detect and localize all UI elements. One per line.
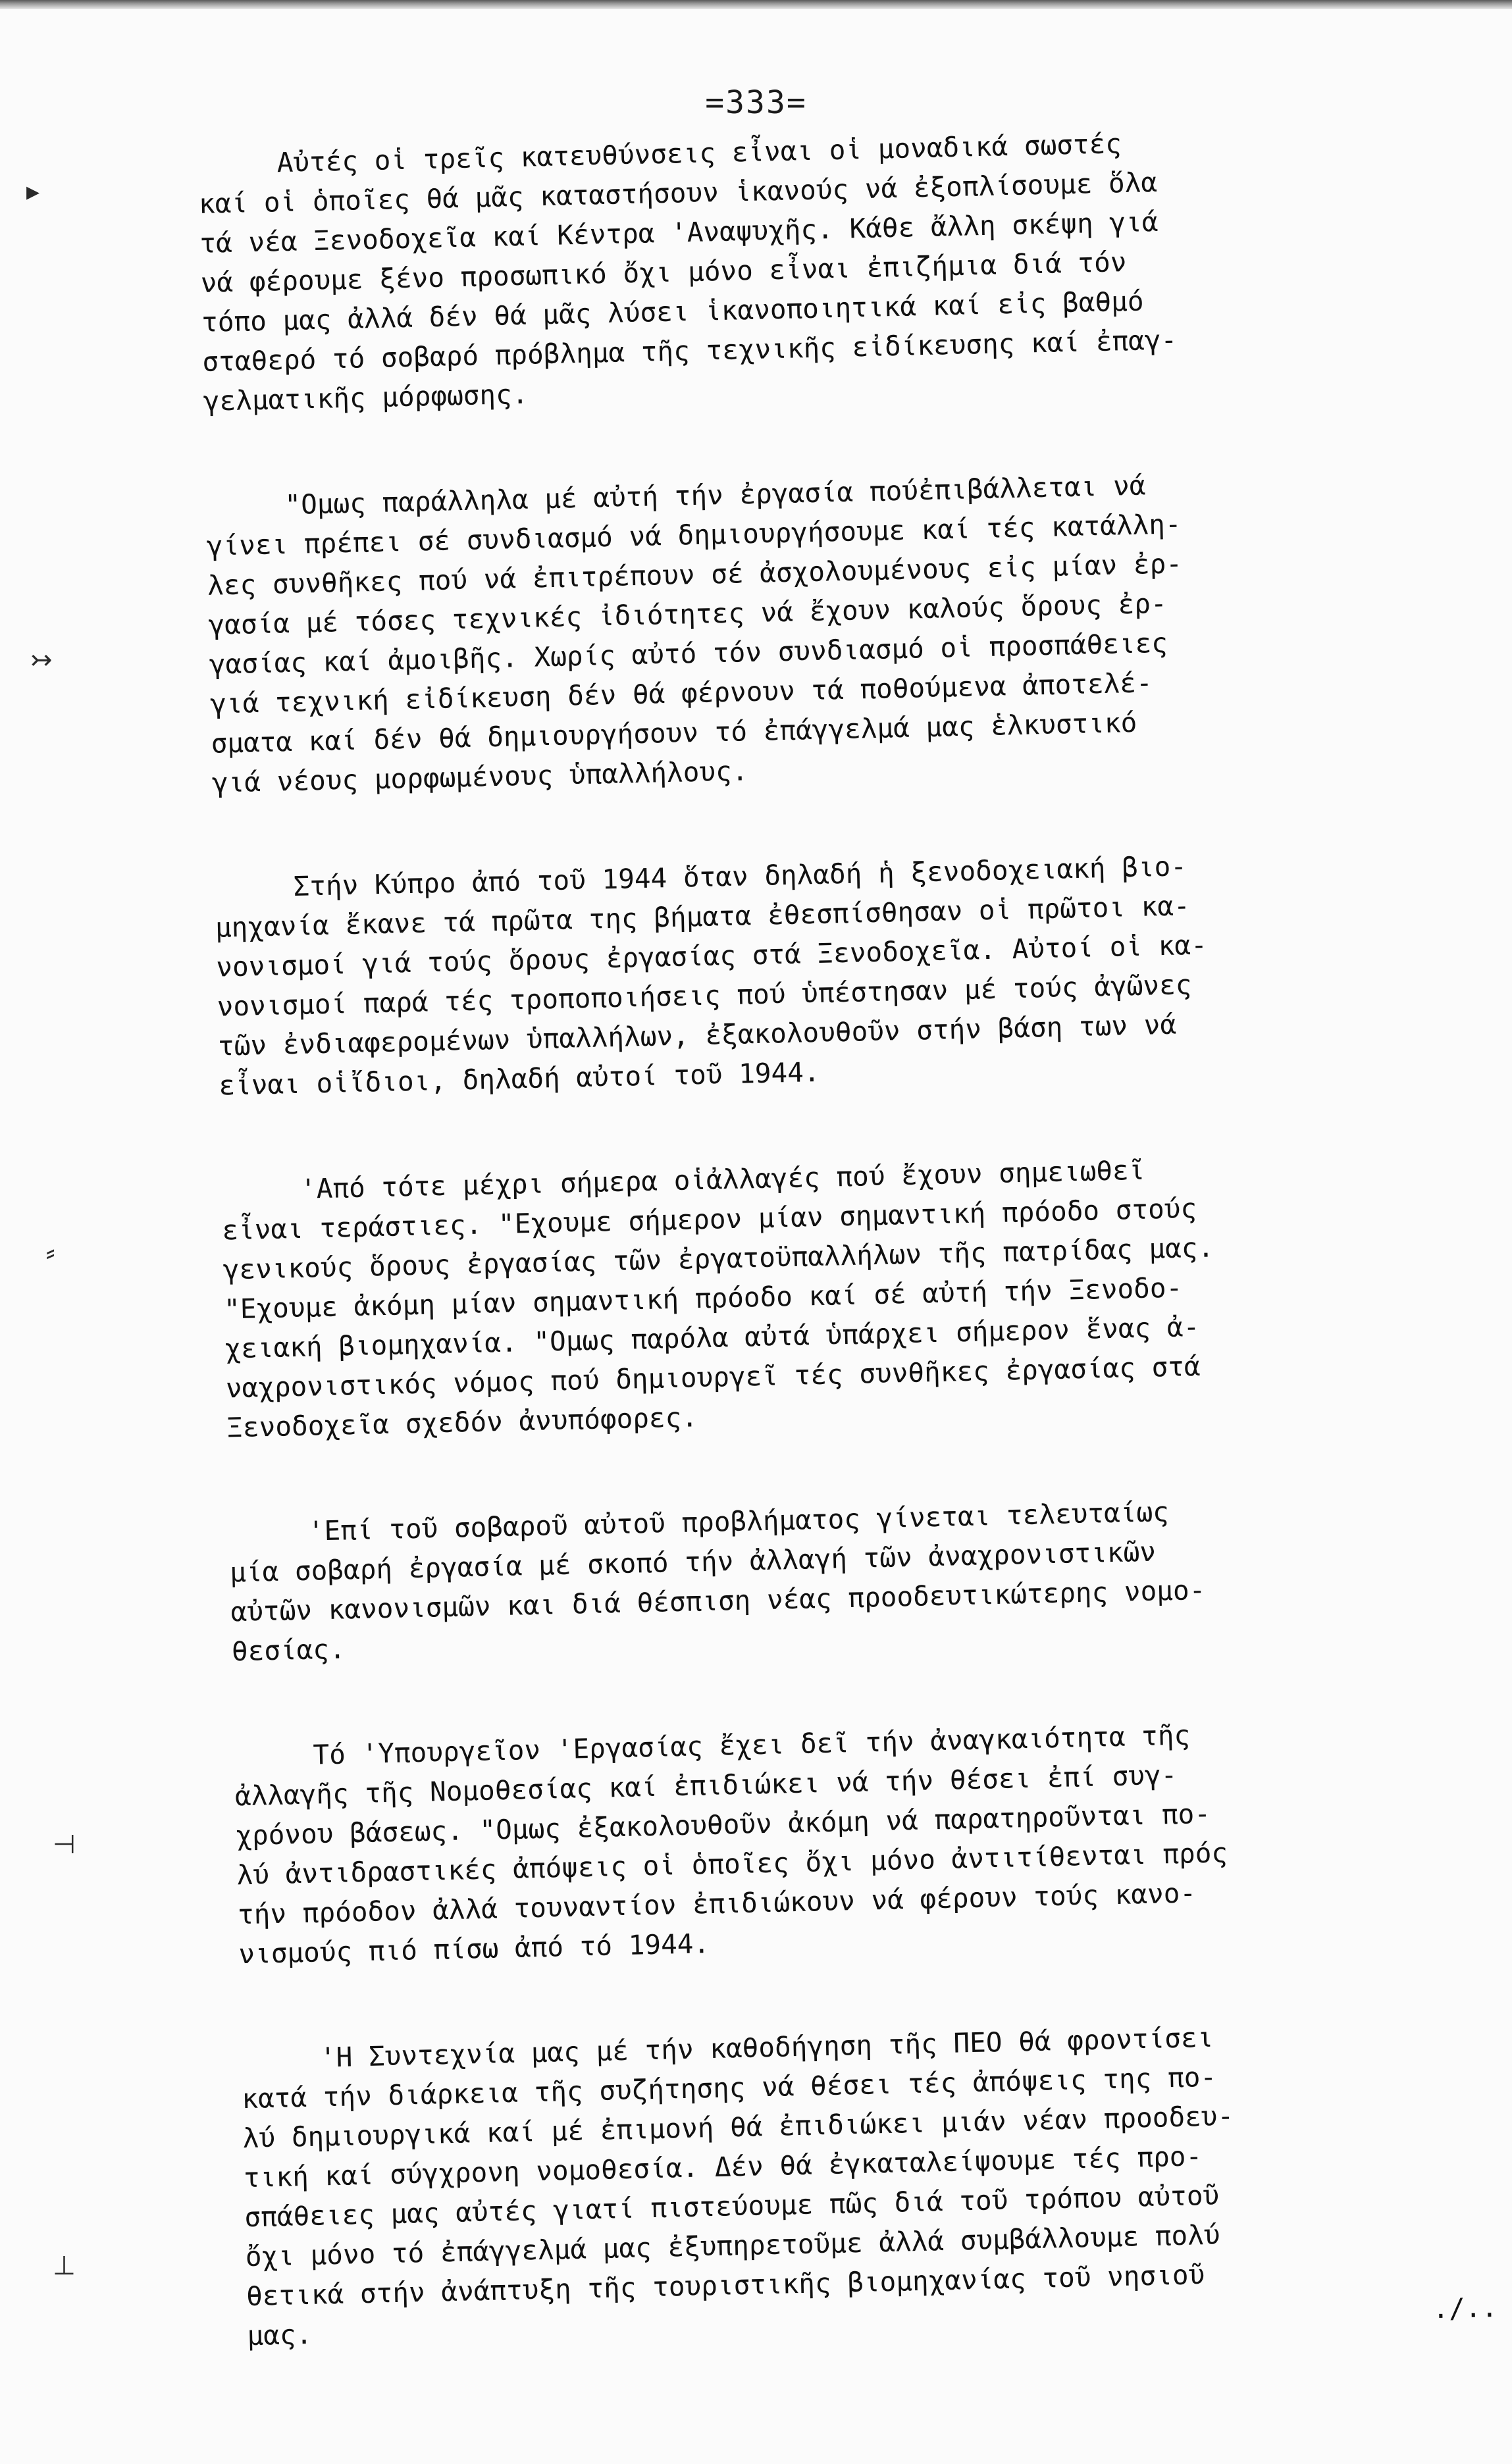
paragraph xyxy=(228,1485,1482,1671)
text-line: νονισμοί παρά τές τροποποιήσεις πού ὑπέστησαν μέ τούς ἀγῶνες xyxy=(217,969,1192,1023)
text-line: ὄχι μόνο τό ἐπάγγελμά μας ἐξυπηρετοῦμε ἀλλά συμβάλλουμε πολύ xyxy=(245,2219,1221,2273)
text-line: λύ δημιουργικά καί μέ ἐπιμονή θά ἐπιδιώκει μιάν νέαν προοδευ- xyxy=(242,2100,1234,2155)
text-line: χειακή βιομηχανία. "Ομως παρόλα αὐτά ὑπάρχει σήμερον ἕνας ἀ- xyxy=(224,1310,1200,1365)
text-line: τόπο μας ἀλλά δέν θά μᾶς λύσει ἱκανοποιητικά καί εἰς βαθμό xyxy=(201,285,1144,338)
text-line: χρόνου βάσεως. "Ομως ἐξακολουθοῦν ἀκόμη νά παρατηροῦνται πο- xyxy=(235,1797,1211,1852)
text-line: μηχανία ἔκανε τά πρῶτα της βήματα ἐθεσπίσθησαν οἱ πρῶτοι κα- xyxy=(215,890,1191,944)
text-line: τική καί σύγχρονη νομοθεσία. Δέν θά ἐγκαταλείψουμε τές προ- xyxy=(243,2140,1203,2194)
text-line: τήν πρόοδον ἀλλά τουναντίον ἐπιδιώκουν νά φέρουν τούς κανο- xyxy=(237,1877,1197,1931)
text-line: εἶναι οἱἴδιοι, δηλαδή αὐτοί τοῦ 1944. xyxy=(218,1056,821,1102)
paragraph xyxy=(197,116,1454,421)
text-line: νά φέρουμε ξένο προσωπικό ὄχι μόνο εἶναι ἐπιζήμια διά τόν xyxy=(200,246,1127,299)
text-line: νονισμοί γιά τούς ὅρους ἐργασίας στά Ξενοδοχεῖα. Αὐτοί οἱ κα- xyxy=(215,929,1208,983)
text-line: Αὐτές οἱ τρεῖς κατευθύνσεις εἶναι οἱ μοναδικά σωστές xyxy=(276,128,1122,179)
text-line: τῶν ἐνδιαφερομένων ὑπαλλήλων, ἐξακολουθοῦν στήν βάση των νά xyxy=(217,1008,1177,1062)
text-line: "Ομως παράλληλα μέ αὐτή τήν ἐργασία πούἐπιβάλλεται νά xyxy=(284,469,1146,521)
text-line: γιά τεχνική εἰδίκευση δέν θά φέρνουν τά ποθούμενα ἀποτελέ- xyxy=(209,667,1153,720)
text-line: λες συνθῆκες πού νά ἐπιτρέπουν σέ ἀσχολουμένους εἰς μίαν ἐρ- xyxy=(207,548,1183,602)
text-line: 'Επί τοῦ σοβαροῦ αὐτοῦ προβλήματος γίνεται τελευταίως xyxy=(307,1496,1170,1547)
text-line: αὐτῶν κανονισμῶν και διά θέσπιση νέας προοδευτικώτερης νομο- xyxy=(230,1574,1206,1628)
text-line: Τό 'Υπουργεῖον 'Εργασίας ἔχει δεῖ τήν ἀναγκαιότητα τῆς xyxy=(313,1719,1191,1771)
margin-mark: ⊣ xyxy=(53,1830,76,1860)
text-line: Στήν Κύπρο ἀπό τοῦ 1944 ὅταν δηλαδή ἡ ξενοδοχειακή βιο- xyxy=(293,850,1187,902)
text-line: Ξενοδοχεῖα σχεδόν ἀνυπόφορες. xyxy=(226,1401,698,1444)
text-line: σταθερό τό σοβαρό πρόβλημα τῆς τεχνικῆς εἰδίκευσης καί ἐπαγ- xyxy=(201,324,1178,378)
text-line: "Εχουμε ἀκόμη μίαν σημαντική πρόοδο καί σέ αὐτή τήν Ξενοδο- xyxy=(223,1271,1183,1325)
margin-mark: ↣ xyxy=(30,645,53,675)
paragraph xyxy=(214,840,1470,1106)
document-body xyxy=(197,116,1499,2421)
paragraph xyxy=(240,2011,1498,2355)
text-line: γίνει πρέπει σέ συνδιασμό νά δημιουργήσουμε καί τές κατάλλη- xyxy=(206,508,1182,562)
text-line: εἶναι τεράστιες. "Εχουμε σήμερον μίαν σημαντική πρόοδο στούς xyxy=(221,1192,1197,1246)
text-line: μία σοβαρή ἐργασία μέ σκοπό τήν ἀλλαγή τῶν ἀναχρονιστικῶν xyxy=(229,1535,1157,1589)
text-line: λύ ἀντιδραστικές ἀπόψεις οἱ ὁποῖες ὄχι μόνο ἀντιτίθενται πρός xyxy=(236,1837,1228,1891)
text-line: νισμούς πιό πίσω ἀπό τό 1944. xyxy=(238,1928,710,1970)
margin-mark: ⸗ xyxy=(46,1237,55,1268)
text-line: γελματικῆς μόρφωσης. xyxy=(203,378,529,417)
text-line: ἀλλαγῆς τῆς Νομοθεσίας καί ἐπιδιώκει νά τήν θέσει ἐπί συγ- xyxy=(234,1758,1178,1812)
text-line: 'Η Συντεχνία μας μέ τήν καθοδήγηση τῆς ΠΕΟ θά φροντίσει xyxy=(319,2021,1214,2074)
scan-top-edge xyxy=(0,0,1512,9)
paragraph xyxy=(221,1142,1477,1447)
paragraph xyxy=(234,1708,1490,1974)
text-line: γασίας καί ἀμοιβῆς. Χωρίς αὐτό τόν συνδιασμό οἱ προσπάθειες xyxy=(209,627,1168,680)
margin-mark: ▸ xyxy=(26,176,40,207)
text-line: θεσίας. xyxy=(231,1633,346,1668)
text-line: κατά τήν διάρκεια τῆς συζήτησης νά θέσει τές ἀπόψεις της πο- xyxy=(241,2061,1217,2115)
text-line: τά νέα Ξενοδοχεῖα καί Κέντρα 'Αναψυχῆς. Κάθε ἄλλη σκέψη γιά xyxy=(199,205,1159,259)
text-line: θετικά στήν ἀνάπτυξη τῆς τουριστικῆς βιομηχανίας τοῦ νησιοῦ xyxy=(246,2259,1205,2313)
continuation-mark: ./.. xyxy=(1432,2292,1498,2325)
text-line: καί οἱ ὁποῖες θά μᾶς καταστήσουν ἱκανούς νά ἐξοπλίσουμε ὅλα xyxy=(198,166,1158,220)
text-line: σματα καί δέν θά δημιουργήσουν τό ἐπάγγελμά μας ἑλκυστικό xyxy=(211,706,1137,759)
text-line: σπάθειες μας αὐτές γιατί πιστεύουμε πῶς διά τοῦ τρόπου αὐτοῦ xyxy=(244,2179,1220,2234)
text-line: 'Από τότε μέχρι σήμερα οἱἀλλαγές πού ἔχουν σημειωθεῖ xyxy=(300,1154,1145,1205)
margin-mark: ⊥ xyxy=(53,2251,76,2281)
text-line: γασία μέ τόσες τεχνικές ἰδιότητες νά ἔχουν καλούς ὅρους ἐρ- xyxy=(208,587,1168,641)
page-number: =333= xyxy=(705,84,807,121)
text-line: ναχρονιστικός νόμος πού δημιουργεῖ τές συνθῆκες ἐργασίας στά xyxy=(225,1350,1201,1404)
text-line: μας. xyxy=(247,2318,313,2352)
text-line: γενικούς ὅρους ἐργασίας τῶν ἐργατοϋπαλλήλων τῆς πατρίδας μας. xyxy=(222,1231,1214,1286)
text-line: γιά νέους μορφωμένους ὑπαλλήλους. xyxy=(211,755,748,799)
paragraph xyxy=(205,459,1463,803)
